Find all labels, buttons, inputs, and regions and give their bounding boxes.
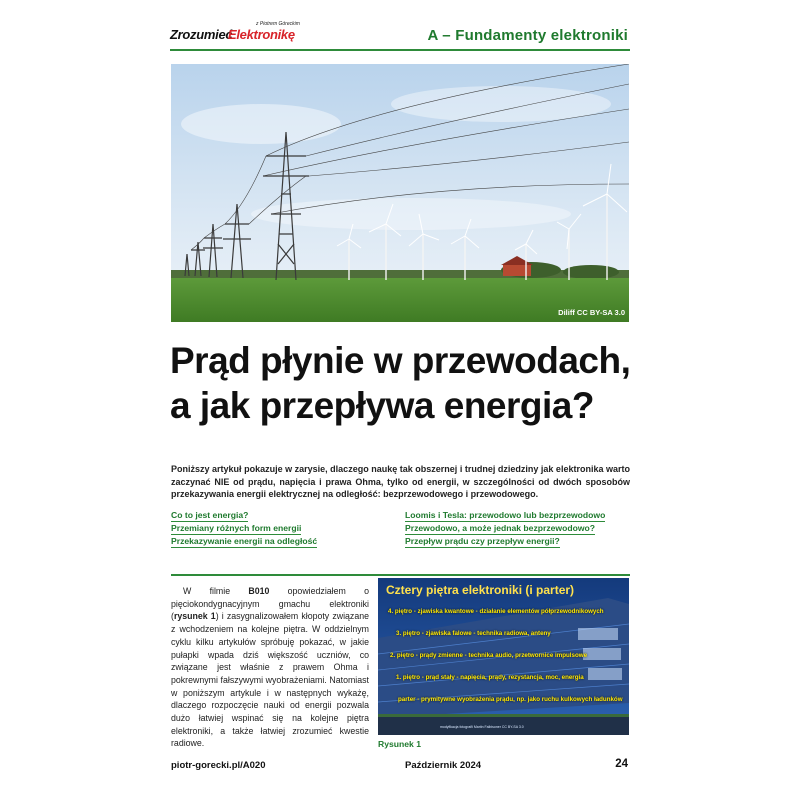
logo-word-2: Elektronikę	[228, 27, 295, 42]
photo-illustration	[171, 64, 629, 322]
toc-link[interactable]: Co to jest energia?	[171, 510, 249, 520]
floor-2: 2. piętro - prądy zmienne - technika audio, przetwornice impulsowe	[390, 652, 588, 659]
section-title: A – Fundamenty elektroniki	[427, 27, 628, 44]
toc-links-left	[171, 510, 321, 549]
figure-caption: Rysunek 1	[378, 739, 421, 749]
footer-url[interactable]: piotr-gorecki.pl/A020	[171, 760, 266, 771]
title-line-1: Prąd płynie w przewodach,	[170, 340, 631, 381]
toc-link[interactable]: Loomis i Tesla: przewodowo lub bezprzewodowo	[405, 510, 606, 520]
header-divider	[170, 49, 630, 51]
toc-link[interactable]: Przepływ prądu czy przepływ energii?	[405, 536, 560, 546]
article-body	[171, 585, 369, 750]
toc-link[interactable]: Przewodowo, a może jednak bezprzewodowo?	[405, 523, 596, 533]
article-lead: Poniższy artykuł pokazuje w zarysie, dlaczego naukę tak obszernej i trudnej dziedziny jak elektronika warto zaczynać NIE od prądu, napięcia i prawa Ohma, tylko od energii, w szczególności od dwóch sposobów przekazywania energii elektrycznej na odległość: bezprzewodowego i przewodowego.	[171, 464, 630, 500]
toc-links-right	[405, 510, 605, 549]
figure-building	[378, 578, 629, 735]
logo-tagline: z Piotrem Góreckim	[256, 21, 300, 27]
body-part-1: W filmie	[183, 586, 249, 596]
title-line-2: a jak przepływa energia?	[170, 385, 594, 426]
figure-reference: rysunek 1	[173, 611, 216, 622]
logo-word-1: Zrozumieć	[170, 27, 233, 42]
content-divider	[171, 574, 630, 576]
figure-credit: modyfikacja fotografii Martin Falbisoner CC BY-SA 3.0	[440, 725, 524, 729]
floor-3: 3. piętro - zjawiska falowe - technika radiowa, anteny	[396, 630, 551, 637]
toc-link[interactable]: Przekazywanie energii na odległość	[171, 536, 318, 546]
body-part-3: ) i zasygnalizowałem kłopoty związane z wchodzeniem na kolejne piętra. W oddzielnym cyklu kilku artykułów spróbuję pokazać, w jakie pułapki wpada dziś większość uczniów, co związane jest właśnie z prawem Ohma i pokrewnymi fałszywymi wyobrażeniami. Natomiast w poniższym artykule i w następnych wykażę, dlaczego rozpoczęcie nauki od energii pozwala dużo łatwiej wspinać się na kolejne piętra elektroniki, a także łatwiej zrozumieć kwestie radiowe.	[171, 611, 370, 749]
toc-link[interactable]: Przemiany różnych form energii	[171, 523, 302, 533]
power-lines-photo	[171, 64, 629, 322]
body-part-2: opowiedziałem o pięciokondygnacyjnym gmachu elektroniki (	[171, 586, 369, 622]
video-reference[interactable]: B010	[248, 586, 270, 596]
ground-floor: parter - prymitywne wyobrażenia prądu, np. jako ruchu kulkowych ładunków	[398, 696, 623, 703]
article-title	[170, 338, 640, 428]
magazine-logo	[170, 21, 310, 46]
footer-issue-date: Październik 2024	[405, 760, 482, 771]
floor-1: 1. piętro - prąd stały - napięcia, prądy, rezystancja, moc, energia	[396, 674, 584, 681]
figure-title: Cztery piętra elektroniki (i parter)	[386, 583, 575, 597]
page-number: 24	[615, 758, 628, 770]
photo-credit: Diliff CC BY-SA 3.0	[558, 308, 625, 317]
floor-4: 4. piętro - zjawiska kwantowe - działanie elementów półprzewodnikowych	[388, 608, 604, 615]
